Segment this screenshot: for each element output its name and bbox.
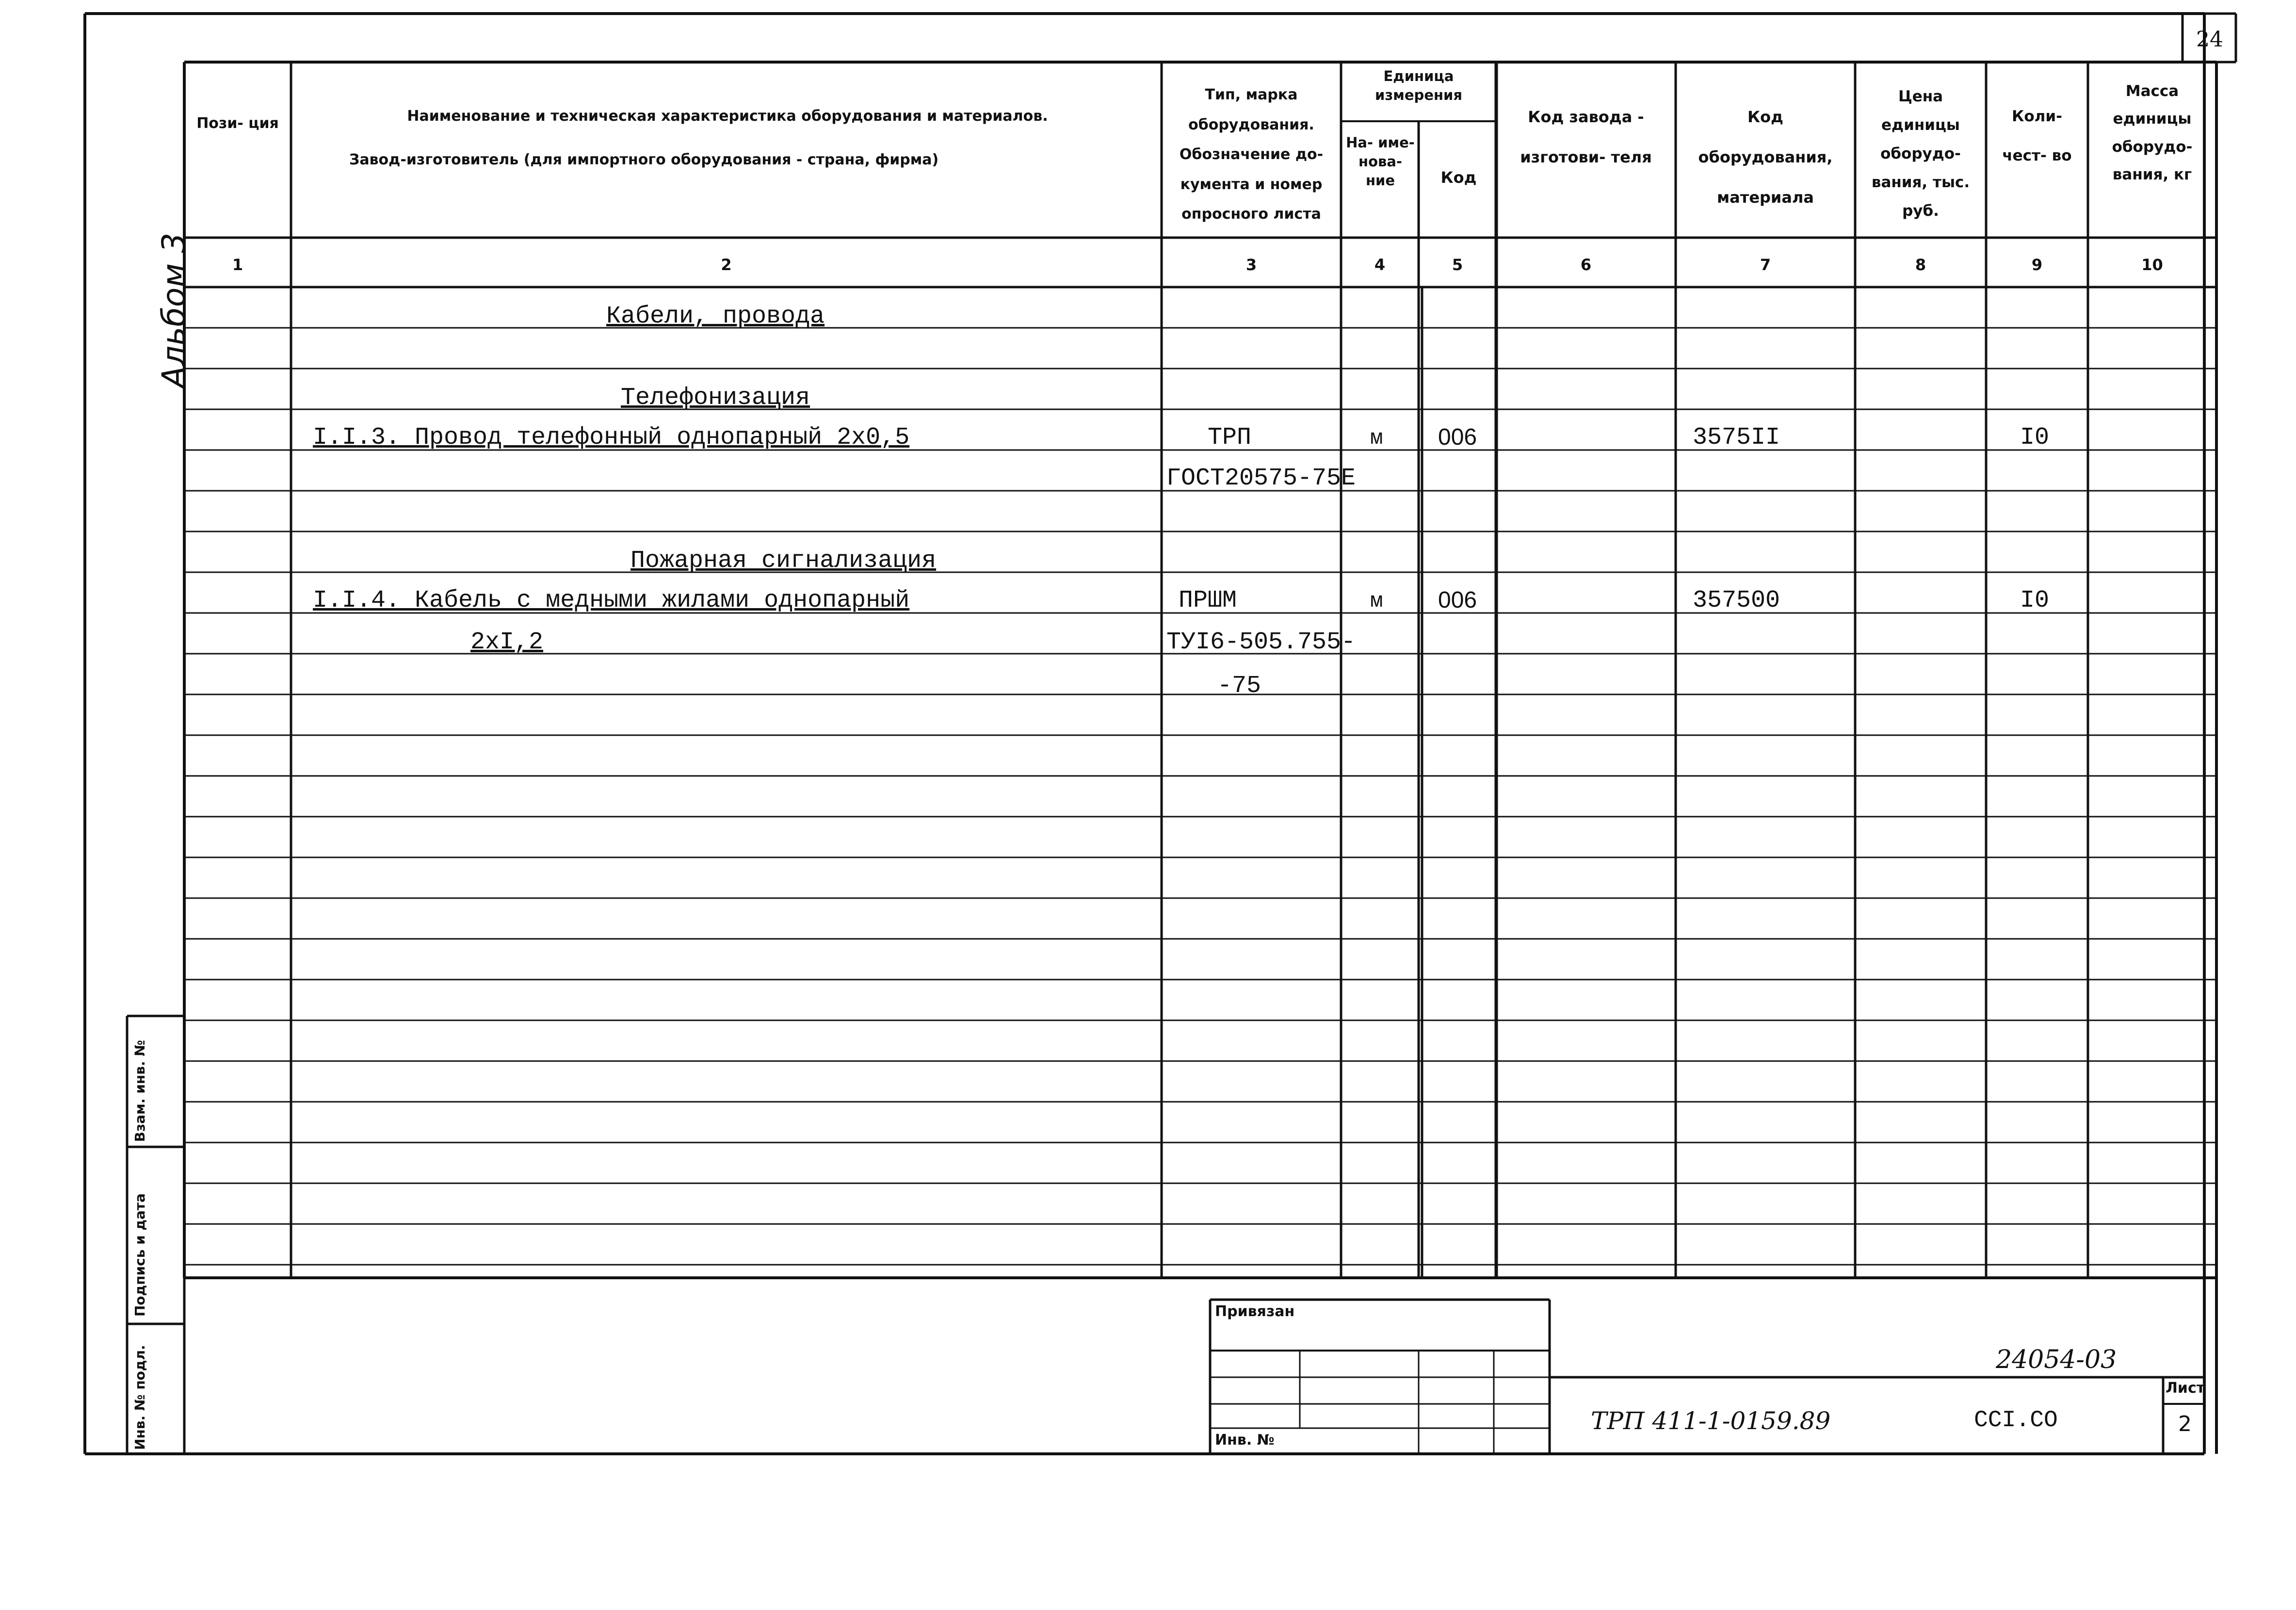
column-number: 1: [232, 256, 243, 274]
header-position: Пози- ция: [196, 115, 279, 132]
attached-label: Привязан: [1215, 1303, 1295, 1320]
header-price: Цена единицы оборудо- вания, тыс. руб.: [1871, 88, 1970, 220]
inv-no-label: Инв. №: [1215, 1432, 1275, 1449]
item-2-name-line2: 2xI,2: [470, 628, 544, 656]
fire-title: Пожарная сигнализация: [631, 547, 937, 575]
stamp-inv-original: Инв. № подл.: [132, 1345, 148, 1450]
header-factory-code: Код завода - изготови- теля: [1520, 108, 1652, 167]
item-2-name: I.I.4. Кабель с медными жилами однопарный: [313, 587, 910, 614]
header-mass: Масса единицы оборудо- вания, кг: [2112, 82, 2193, 184]
item-2-unit-code: 006: [1438, 587, 1477, 613]
column-number: 4: [1374, 256, 1386, 274]
header-unit-code: Код: [1440, 168, 1477, 187]
doc-code: ССI.СО: [1974, 1407, 2058, 1433]
column-number: 5: [1452, 256, 1463, 274]
handwritten-code: 24054-03: [1996, 1345, 2117, 1374]
item-1-unit-code: 006: [1438, 424, 1477, 450]
column-number: 8: [1915, 256, 1926, 274]
item-1-standard: ГОСТ20575-75Е: [1166, 465, 1356, 492]
sheet-label: Лист: [2166, 1380, 2205, 1397]
header-name-line1: Наименование и техническая характеристика оборудования и материалов.: [407, 108, 1048, 125]
stamp-signature-date: Подпись и дата: [132, 1193, 148, 1317]
item-2-spec: ТУI6-505.755-: [1166, 628, 1356, 656]
column-number: 3: [1245, 256, 1257, 274]
section-title: Кабели, провода: [606, 303, 825, 330]
column-number: 6: [1580, 256, 1592, 274]
telephony-title: Телефонизация: [621, 384, 810, 412]
item-1-quantity: I0: [2020, 424, 2050, 451]
header-unit-group: Единица измерения: [1375, 68, 1462, 104]
column-number: 7: [1760, 256, 1771, 274]
item-2-equipment-code: 357500: [1693, 587, 1780, 614]
item-2-type: ПРШМ: [1179, 587, 1237, 614]
item-1-equipment-code: 3575II: [1693, 424, 1780, 451]
item-2-quantity: I0: [2020, 587, 2050, 614]
sheet-value: 2: [2178, 1412, 2192, 1436]
column-number: 10: [2141, 256, 2163, 274]
sheet-number: 24: [2196, 27, 2223, 52]
item-1-name: I.I.3. Провод телефонный однопарный 2x0,5: [313, 424, 910, 451]
column-number: 2: [721, 256, 732, 274]
header-quantity: Коли- чест- во: [2002, 108, 2072, 164]
item-1-unit: м: [1370, 426, 1383, 451]
item-1-type: ТРП: [1208, 424, 1252, 451]
header-type: Тип, марка оборудования. Обозначение до- кумента и номер опросного листа: [1179, 86, 1324, 223]
item-2-spec-cont: -75: [1217, 672, 1261, 700]
column-number: 9: [2031, 256, 2043, 274]
stamp-replaced-inv: Взам. инв. №: [132, 1040, 148, 1142]
project-code: ТРП 411-1-0159.89: [1591, 1407, 1831, 1435]
header-unit-name: На- име- нова- ние: [1346, 134, 1415, 189]
header-equipment-code: Код оборудования, материала: [1698, 108, 1833, 207]
item-2-unit: м: [1370, 589, 1383, 613]
album-note: Альбом 3: [155, 232, 193, 388]
header-name-line2: Завод-изготовитель (для импортного оборудования - страна, фирма): [349, 151, 939, 168]
